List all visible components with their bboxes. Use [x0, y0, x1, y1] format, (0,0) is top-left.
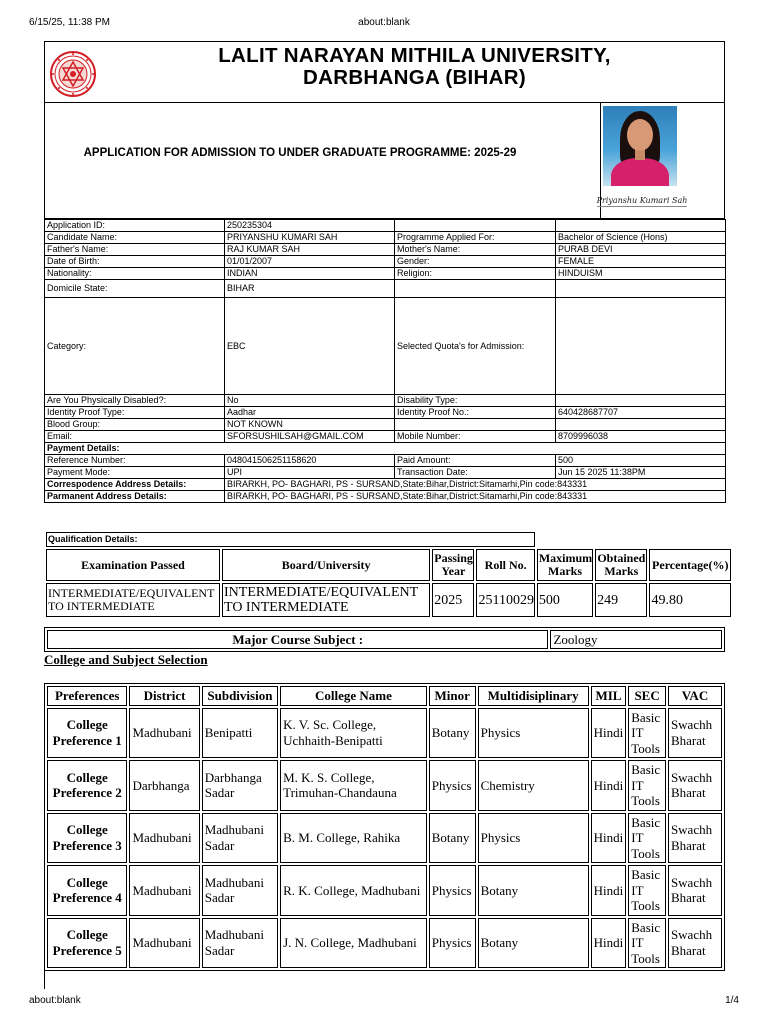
label-cell: Selected Quota's for Admission: [395, 298, 556, 395]
vac-cell: Swachh Bharat [668, 760, 722, 811]
candidate-photo [603, 106, 677, 186]
mil-cell: Hindi [591, 918, 627, 969]
empty-cell [395, 280, 556, 298]
preference-cell: College Preference 4 [47, 865, 127, 916]
column-header: Preferences [47, 686, 127, 706]
table-row [47, 760, 722, 811]
minor-cell: Botany [429, 813, 476, 864]
label-cell: Domicile State: [45, 280, 225, 298]
vac-cell: Swachh Bharat [668, 813, 722, 864]
percentage-value: 49.80 [649, 583, 731, 617]
label-cell: Identity Proof Type: [45, 407, 225, 419]
domicile-value: BIHAR [225, 280, 395, 298]
university-logo-icon [50, 51, 96, 97]
divider [44, 965, 45, 989]
year-value: 2025 [432, 583, 474, 617]
religion-value: HINDUISM [556, 268, 726, 280]
candidate-details-table [44, 219, 726, 503]
minor-cell: Botany [429, 708, 476, 759]
table-row [45, 479, 726, 491]
column-header: VAC [668, 686, 722, 706]
label-cell: Correspodence Address Details: [45, 479, 225, 491]
table-row [45, 395, 726, 407]
blood-group-value: NOT KNOWN [225, 419, 395, 431]
district-cell: Madhubani [129, 865, 199, 916]
preference-cell: College Preference 2 [47, 760, 127, 811]
sec-cell: Basic IT Tools [628, 708, 666, 759]
table-row [45, 268, 726, 280]
application-heading-box [44, 103, 725, 219]
minor-cell: Physics [429, 918, 476, 969]
mil-cell: Hindi [591, 865, 627, 916]
programme-value: Bachelor of Science (Hons) [556, 232, 726, 244]
multidisciplinary-cell: Botany [478, 918, 589, 969]
subdivision-cell: Madhubani Sadar [202, 918, 278, 969]
sec-cell: Basic IT Tools [628, 865, 666, 916]
label-cell: Parmanent Address Details: [45, 491, 225, 503]
empty-cell [556, 220, 726, 232]
multidisciplinary-cell: Botany [478, 865, 589, 916]
disability-type-value [556, 395, 726, 407]
table-row [47, 813, 722, 864]
empty-cell [395, 419, 556, 431]
empty-cell [537, 532, 731, 547]
gender-value: FEMALE [556, 256, 726, 268]
empty-cell [556, 280, 726, 298]
label-cell: Candidate Name: [45, 232, 225, 244]
multidisciplinary-cell: Physics [478, 813, 589, 864]
label-cell: Father's Name: [45, 244, 225, 256]
quota-value [556, 298, 726, 395]
table-row [45, 491, 726, 503]
payment-mode-value: UPI [225, 467, 395, 479]
column-header: Board/University [222, 549, 430, 581]
label-cell: Disability Type: [395, 395, 556, 407]
district-cell: Madhubani [129, 708, 199, 759]
label-cell: Date of Birth: [45, 256, 225, 268]
table-row [45, 232, 726, 244]
table-row [45, 280, 726, 298]
multidisciplinary-cell: Chemistry [478, 760, 589, 811]
id-proof-no-value: 640428687707 [556, 407, 726, 419]
major-subject-label: Major Course Subject : [47, 630, 548, 649]
university-name-line2: DARBHANGA (BIHAR) [303, 66, 526, 89]
paid-amount-value: 500 [556, 455, 726, 467]
label-cell: Category: [45, 298, 225, 395]
table-row [45, 419, 726, 431]
table-row [47, 630, 722, 649]
reference-value: 048041506251158620 [225, 455, 395, 467]
college-name-cell: K. V. Sc. College, Uchhaith-Benipatti [280, 708, 427, 759]
transaction-date-value: Jun 15 2025 11:38PM [556, 467, 726, 479]
column-header: Maximum Marks [537, 549, 593, 581]
label-cell: Transaction Date: [395, 467, 556, 479]
mil-cell: Hindi [591, 760, 627, 811]
empty-cell [556, 419, 726, 431]
mobile-value: 8709996038 [556, 431, 726, 443]
table-row [45, 407, 726, 419]
column-header: MIL [591, 686, 627, 706]
print-footer-url: about:blank [29, 995, 81, 1006]
application-heading: APPLICATION FOR ADMISSION TO UNDER GRADUATE PROGRAMME: 2025-29 [83, 147, 517, 159]
college-name-cell: R. K. College, Madhubani [280, 865, 427, 916]
vac-cell: Swachh Bharat [668, 865, 722, 916]
board-value: INTERMEDIATE/EQUIVALENT TO INTERMEDIATE [222, 583, 430, 617]
table-row [45, 220, 726, 232]
print-datetime: 6/15/25, 11:38 PM [29, 17, 110, 28]
label-cell: Paid Amount: [395, 455, 556, 467]
table-row [47, 708, 722, 759]
table-row [45, 443, 726, 455]
mother-name-value: PURAB DEVI [556, 244, 726, 256]
table-row [46, 583, 731, 617]
column-header: Obtained Marks [595, 549, 647, 581]
print-page-number: 1/4 [725, 995, 739, 1006]
university-name [105, 45, 724, 89]
sec-cell: Basic IT Tools [628, 813, 666, 864]
roll-value: 25110029 [476, 583, 534, 617]
table-row [45, 298, 726, 395]
university-name-line1: LALIT NARAYAN MITHILA UNIVERSITY, [218, 44, 611, 67]
vac-cell: Swachh Bharat [668, 708, 722, 759]
college-name-cell: B. M. College, Rahika [280, 813, 427, 864]
label-cell: Reference Number: [45, 455, 225, 467]
preference-cell: College Preference 5 [47, 918, 127, 969]
table-row [45, 455, 726, 467]
district-cell: Darbhanga [129, 760, 199, 811]
table-row [47, 686, 722, 706]
table-row [47, 918, 722, 969]
exam-value: INTERMEDIATE/EQUIVALENT TO INTERMEDIATE [46, 583, 220, 617]
photo-body [611, 158, 669, 186]
label-cell: Nationality: [45, 268, 225, 280]
table-row [45, 431, 726, 443]
subdivision-cell: Benipatti [202, 708, 278, 759]
nationality-value: INDIAN [225, 268, 395, 280]
column-header: Examination Passed [46, 549, 220, 581]
table-row [45, 244, 726, 256]
preference-cell: College Preference 3 [47, 813, 127, 864]
major-subject-table [44, 627, 725, 652]
mil-cell: Hindi [591, 813, 627, 864]
signature-text: Priyanshu Kumari Sah [596, 195, 688, 205]
district-cell: Madhubani [129, 918, 199, 969]
father-name-value: RAJ KUMAR SAH [225, 244, 395, 256]
label-cell: Email: [45, 431, 225, 443]
column-header: Minor [429, 686, 476, 706]
table-row [45, 467, 726, 479]
mil-cell: Hindi [591, 708, 627, 759]
preference-cell: College Preference 1 [47, 708, 127, 759]
max-marks-value: 500 [537, 583, 593, 617]
college-name-cell: J. N. College, Madhubani [280, 918, 427, 969]
label-cell: Mother's Name: [395, 244, 556, 256]
column-header: Subdivision [202, 686, 278, 706]
column-header: Roll No. [476, 549, 534, 581]
permanent-address-value: BIRARKH, PO- BAGHARI, PS - SURSAND,State:Bihar,District:Sitamarhi,Pin code:843331 [225, 491, 726, 503]
university-header [44, 41, 725, 103]
payment-details-heading: Payment Details: [45, 443, 726, 455]
column-header: College Name [280, 686, 427, 706]
sec-cell: Basic IT Tools [628, 760, 666, 811]
district-cell: Madhubani [129, 813, 199, 864]
table-row [47, 865, 722, 916]
column-header: Multidisiplinary [478, 686, 589, 706]
college-selection-title: College and Subject Selection [44, 652, 208, 667]
print-page-title: about:blank [358, 17, 410, 28]
empty-cell [395, 220, 556, 232]
column-header: Percentage(%) [649, 549, 731, 581]
college-preference-table [44, 683, 725, 971]
email-value: SFORSUSHILSAH@GMAIL.COM [225, 431, 395, 443]
obtained-marks-value: 249 [595, 583, 647, 617]
label-cell: Application ID: [45, 220, 225, 232]
table-row [46, 532, 731, 547]
label-cell: Religion: [395, 268, 556, 280]
table-row [45, 256, 726, 268]
qualification-table [44, 530, 733, 619]
disabled-value: No [225, 395, 395, 407]
major-subject-value: Zoology [550, 630, 722, 649]
minor-cell: Physics [429, 865, 476, 916]
column-header: SEC [628, 686, 666, 706]
label-cell: Payment Mode: [45, 467, 225, 479]
id-proof-type-value: Aadhar [225, 407, 395, 419]
subdivision-cell: Darbhanga Sadar [202, 760, 278, 811]
subdivision-cell: Madhubani Sadar [202, 813, 278, 864]
label-cell: Mobile Number: [395, 431, 556, 443]
dob-value: 01/01/2007 [225, 256, 395, 268]
category-value: EBC [225, 298, 395, 395]
minor-cell: Physics [429, 760, 476, 811]
label-cell: Are You Physically Disabled?: [45, 395, 225, 407]
correspondence-address-value: BIRARKH, PO- BAGHARI, PS - SURSAND,State:Bihar,District:Sitamarhi,Pin code:843331 [225, 479, 726, 491]
label-cell: Gender: [395, 256, 556, 268]
label-cell: Identity Proof No.: [395, 407, 556, 419]
application-id-value: 250235304 [225, 220, 395, 232]
column-header: Passing Year [432, 549, 474, 581]
qualification-title: Qualification Details: [46, 532, 535, 547]
label-cell: Programme Applied For: [395, 232, 556, 244]
photo-face [627, 119, 653, 151]
column-header: District [129, 686, 199, 706]
label-cell: Blood Group: [45, 419, 225, 431]
candidate-name-value: PRIYANSHU KUMARI SAH [225, 232, 395, 244]
candidate-signature [590, 189, 694, 213]
table-row [46, 549, 731, 581]
sec-cell: Basic IT Tools [628, 918, 666, 969]
vac-cell: Swachh Bharat [668, 918, 722, 969]
multidisciplinary-cell: Physics [478, 708, 589, 759]
subdivision-cell: Madhubani Sadar [202, 865, 278, 916]
college-name-cell: M. K. S. College, Trimuhan-Chandauna [280, 760, 427, 811]
